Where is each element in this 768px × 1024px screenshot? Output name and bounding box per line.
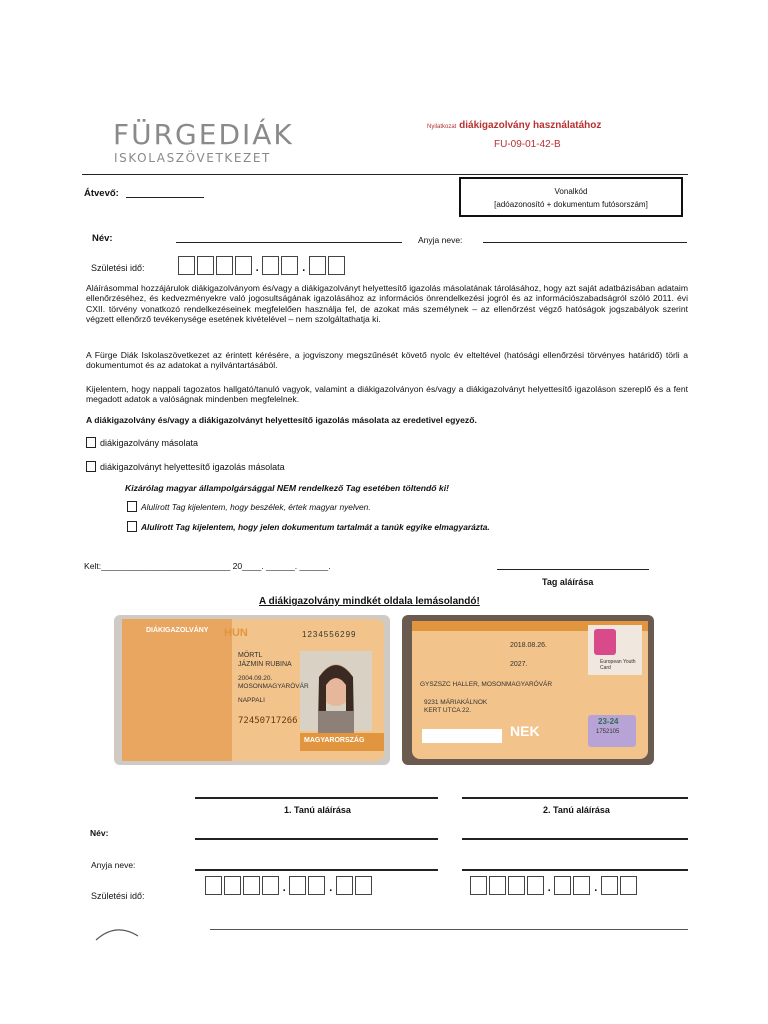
witness2-name-line[interactable] [462, 838, 688, 840]
checkbox-label: diákigazolvány másolata [100, 437, 199, 448]
checkbox-label: Alulírott Tag kijelentem, hogy beszélek, értek magyar nyelven. [141, 501, 371, 512]
date-cell[interactable] [489, 876, 506, 895]
checkbox-row-substitute[interactable] [86, 461, 285, 472]
card-date-2: 2027. [510, 661, 528, 668]
card-address-line1: 9231 MÁRIAKÁLNOK [424, 699, 488, 706]
checkbox-row-student-card[interactable] [86, 437, 198, 448]
arc-path [96, 930, 138, 940]
copy-note: A diákigazolvány mindkét oldala lemásolandó! [259, 596, 480, 607]
date-cell[interactable] [235, 256, 252, 275]
card-title: DIÁKIGAZOLVÁNY [146, 627, 209, 634]
date-cell[interactable] [262, 876, 279, 895]
date-cell[interactable] [620, 876, 637, 895]
date-separator: . [301, 258, 306, 275]
receiver-label [84, 188, 119, 199]
receiver-label-text: Átvevő: [84, 188, 119, 199]
mother-name-input-line[interactable] [483, 242, 687, 243]
witness-name-label: Név: [90, 828, 109, 838]
date-cell[interactable] [224, 876, 241, 895]
document-title-main: diákigazolvány használatához [459, 120, 602, 131]
member-signature-label: Tag aláírása [542, 577, 594, 587]
birthdate-cells[interactable] [178, 256, 345, 275]
card-date-1: 2018.08.26. [510, 642, 547, 649]
checkbox[interactable] [127, 521, 137, 532]
name-input-line[interactable] [176, 242, 402, 243]
partial-stamp-arc [92, 922, 142, 942]
sticker-code: 1752105 [596, 729, 620, 735]
date-cell[interactable] [281, 256, 298, 275]
date-cell[interactable] [243, 876, 260, 895]
date-cell[interactable] [601, 876, 618, 895]
foreigner-note: Kizárólag magyar állampolgársággal NEM rendelkező Tag esetében töltendő ki! [125, 483, 449, 493]
witness1-signature-line[interactable] [195, 797, 438, 799]
eyca-label: European Youth Card [600, 659, 636, 671]
checkbox[interactable] [86, 437, 96, 448]
barcode-title: Vonalkód [554, 187, 588, 196]
witness2-mother-name-line[interactable] [462, 869, 688, 871]
date-cell[interactable] [573, 876, 590, 895]
company-logo-subtitle: ISKOLASZÖVETKEZET [114, 151, 271, 165]
date-cell[interactable] [205, 876, 222, 895]
checkbox[interactable] [127, 501, 137, 512]
barcode-box [459, 177, 683, 217]
bottom-line [210, 929, 688, 930]
date-cell[interactable] [289, 876, 306, 895]
document-title-prefix: Nyilatkozat [427, 124, 457, 130]
card-country: HUN [224, 627, 248, 639]
card-footer: MAGYARORSZÁG [304, 737, 365, 744]
checkbox-row-explained[interactable] [127, 521, 490, 532]
witness-birthdate-label: Születési idő: [91, 891, 145, 901]
date-cell[interactable] [262, 256, 279, 275]
date-cell[interactable] [355, 876, 372, 895]
mother-name-label: Anyja neve: [418, 235, 463, 245]
card-brand: NEK [510, 723, 540, 739]
checkbox-label: Alulírott Tag kijelentem, hogy jelen dokumentum tartalmát a tanúk egyike elmagyarázta. [141, 521, 490, 532]
card-left-band [122, 619, 232, 761]
date-cell[interactable] [308, 876, 325, 895]
card-back-graphic [402, 615, 654, 765]
date-separator: . [282, 878, 287, 895]
date-cell[interactable] [178, 256, 195, 275]
card-birth-place: MOSONMAGYARÓVÁR [238, 683, 309, 690]
witness1-name-line[interactable] [195, 838, 438, 840]
checkbox[interactable] [86, 461, 96, 472]
shirt [318, 711, 354, 733]
date-cell[interactable] [508, 876, 525, 895]
witness1-mother-name-line[interactable] [195, 869, 438, 871]
place-date-line[interactable]: Kelt:___________________________ 20____. ______. ______. [84, 561, 331, 571]
date-cell[interactable] [336, 876, 353, 895]
date-cell[interactable] [470, 876, 487, 895]
witness-mother-name-label: Anyja neve: [91, 860, 136, 870]
document-title [427, 120, 601, 131]
card-number: 1234556299 [302, 630, 357, 639]
card-address [424, 699, 487, 715]
date-separator: . [255, 258, 260, 275]
document-code: FU-09-01-42-B [494, 139, 561, 150]
card-surname: MÖRTL [238, 652, 263, 659]
date-separator: . [593, 878, 598, 895]
member-signature-line[interactable] [497, 569, 649, 570]
date-cell[interactable] [197, 256, 214, 275]
card-birth-date: 2004.09.20. [238, 675, 273, 682]
date-cell[interactable] [527, 876, 544, 895]
sticker-year: 23-24 [598, 717, 619, 726]
card-birth [238, 675, 309, 691]
header-divider [82, 174, 688, 175]
student-card-front-photo [114, 615, 390, 765]
checkbox-row-language[interactable] [127, 501, 371, 512]
date-cell[interactable] [309, 256, 326, 275]
witness2-label: 2. Tanú aláírása [543, 805, 610, 815]
card-address-line2: KERT UTCA 22. [424, 707, 472, 714]
declaration-paragraph: Kijelentem, hogy nappali tagozatos hallgató/tanuló vagyok, valamint a diákigazolványon és/vagy a diákigazolványt helyettesítő igazoláson szereplő és a fent megadott adatok a valóságnak mindenben megfelelnek. [86, 384, 688, 405]
date-separator: . [328, 878, 333, 895]
card-id: 72450717266 [238, 716, 298, 726]
witness1-birthdate-cells[interactable] [205, 876, 372, 895]
copy-statement: A diákigazolvány és/vagy a diákigazolványt helyettesítő igazolás másolata az eredetivel egyező. [86, 415, 477, 425]
date-cell[interactable] [216, 256, 233, 275]
witness2-birthdate-cells[interactable] [470, 876, 637, 895]
card-school: GYSZSZC HALLER, MOSONMAGYARÓVÁR [420, 681, 553, 688]
deletion-paragraph: A Fürge Diák Iskolaszövetkezet az érintett kérésére, a jogviszony megszűnését követő nyolc év elteltével (hatósági ellenőrzési törvényes határidő) törli a dokumentumot és az adatokat a nyilvántartásából. [86, 350, 688, 371]
card-holder-name [238, 651, 292, 669]
date-separator: . [547, 878, 552, 895]
name-label: Név: [92, 233, 113, 244]
witness2-signature-line[interactable] [462, 797, 688, 799]
card-given-name: JÁZMIN RUBINA [238, 661, 292, 668]
witness1-label: 1. Tanú aláírása [284, 805, 351, 815]
consent-paragraph: Aláírásommal hozzájárulok diákigazolványom és/vagy a diákigazolványt helyettesítő igazolás másolatának tárolásához, hogy azt saját adatbázisában adataim ellenőrzéséhez, és kedvezményekre való jogosultságának igazolásához az információs önrendelkezési jogról és az információszabadságról szóló 2011. évi CXII. törvény vonatkozó rendelkezéseinek megfelelően használja fel, de azokat más személynek – az ellenőrzést végző hatóságok jogszabályok szerint végzett ellenőrző tevékenysége esetének kivételével – nem szolgáltathatja ki. [86, 283, 688, 325]
receiver-input-line[interactable] [126, 197, 204, 198]
date-cell[interactable] [554, 876, 571, 895]
student-card-back-photo [402, 615, 654, 765]
barcode-bg [422, 729, 502, 743]
company-logo: FÜRGEDIÁK [113, 118, 294, 151]
barcode-subtitle: [adóazonosító + dokumentum futósorszám] [494, 200, 648, 209]
card-mode: NAPPALI [238, 697, 265, 704]
eyca-logo [594, 629, 616, 655]
checkbox-label: diákigazolványt helyettesítő igazolás másolata [100, 461, 285, 472]
birthdate-label: Születési idő: [91, 263, 145, 273]
date-cell[interactable] [328, 256, 345, 275]
